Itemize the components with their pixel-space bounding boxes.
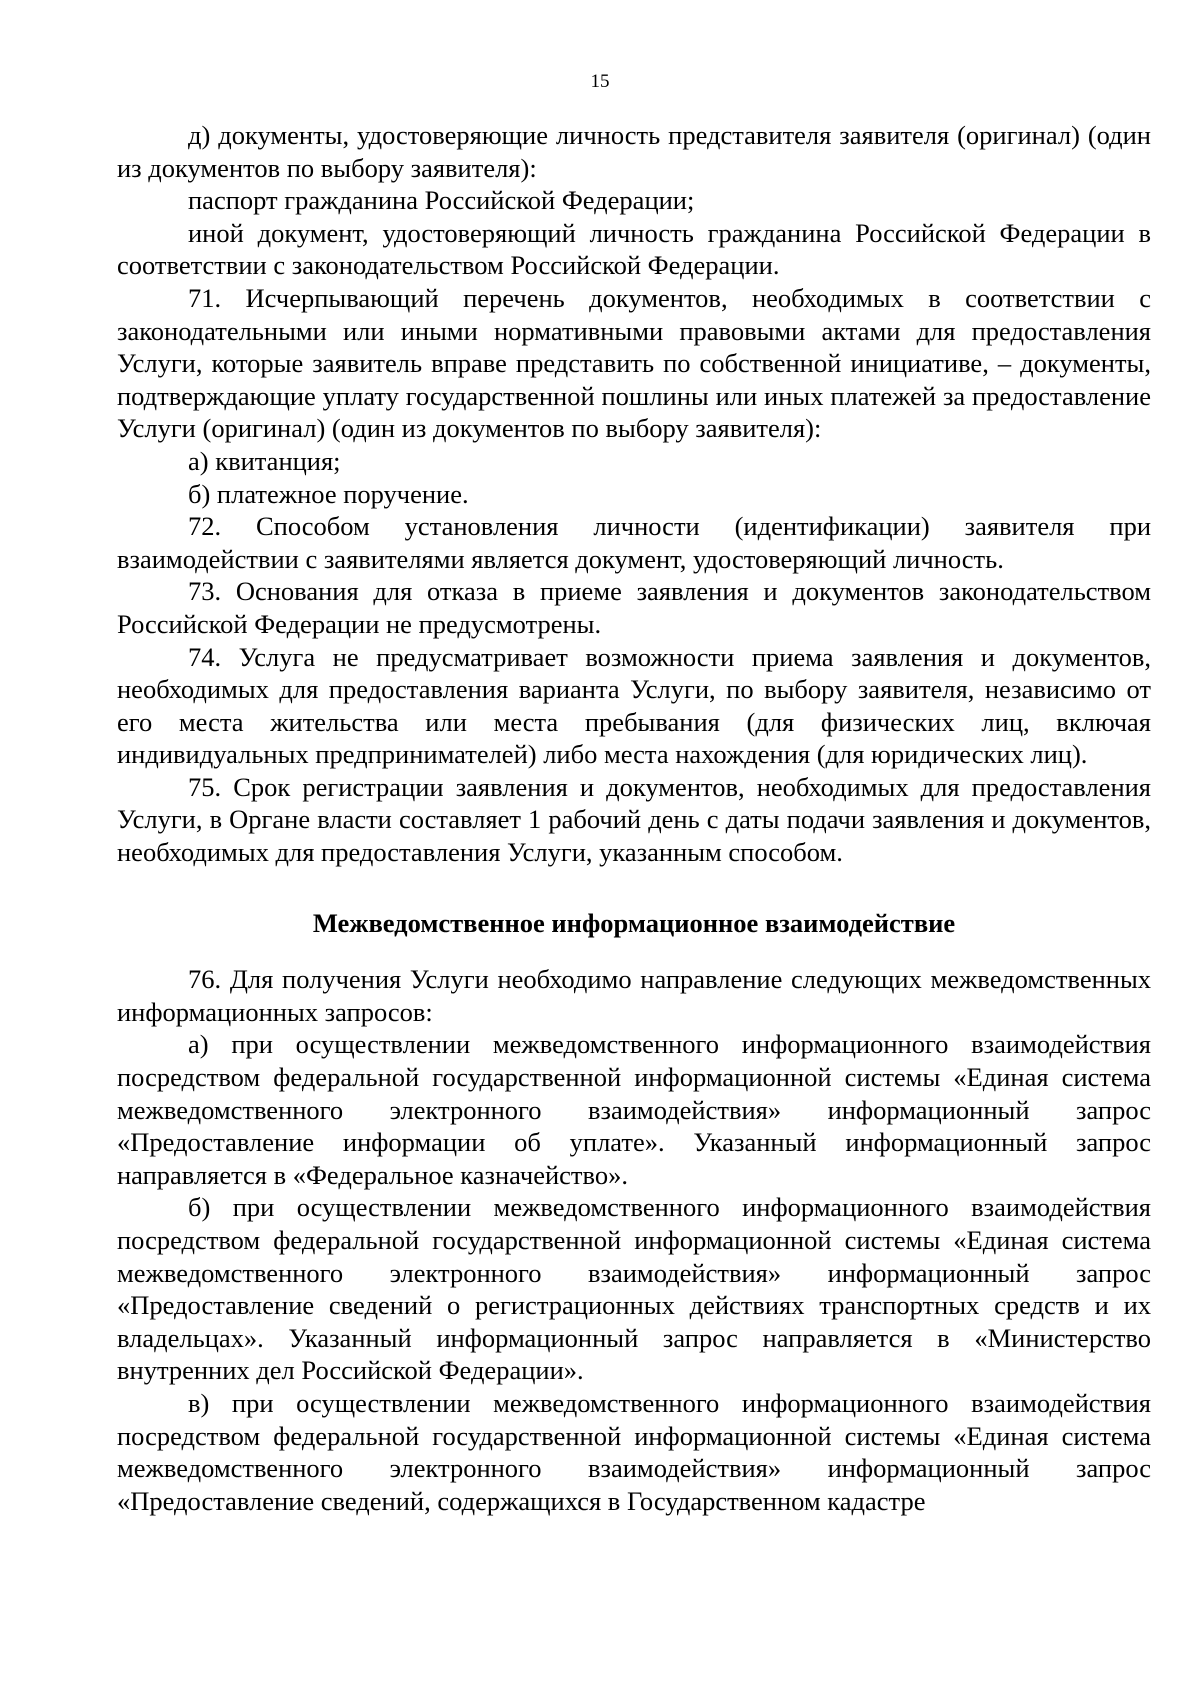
paragraph-d-representative-documents: д) документы, удостоверяющие личность представителя заявителя (оригинал) (один из документов по выбору заявителя):: [117, 120, 1151, 183]
paragraph-a-receipt: а) квитанция;: [188, 445, 341, 476]
paragraph-75: 75. Срок регистрации заявления и документов, необходимых для предоставления Услуги, в Органе власти составляет 1 рабочий день с даты подачи заявления и документов, необходимых для предоставления Услуги, указанным способом.: [117, 771, 1151, 868]
paragraph-b-payment-order: б) платежное поручение.: [188, 478, 469, 509]
paragraph-76: 76. Для получения Услуги необходимо направление следующих межведомственных информационных запросов:: [117, 964, 1151, 1027]
section-heading: Межведомственное информационное взаимодействие: [312, 907, 956, 938]
document-body: [117, 119, 1151, 1517]
paragraph-passport: паспорт гражданина Российской Федерации;: [188, 185, 695, 216]
page-number: 15: [590, 71, 610, 92]
paragraph-72: 72. Способом установления личности (идентификации) заявителя при взаимодействии с заявителями является документ, удостоверяющий личность.: [117, 511, 1151, 574]
paragraph-76-v: в) при осуществлении межведомственного информационного взаимодействия посредством федеральной государственной информационной системы «Единая система межведомственного электронного взаимодействия» информационный запрос «Предоставление сведений, содержащихся в Государственном кадастре: [117, 1387, 1151, 1516]
paragraph-71: 71. Исчерпывающий перечень документов, необходимых в соответствии с законодательными или иными нормативными правовыми актами для предоставления Услуги, которые заявитель вправе представить по собственной инициативе, – документы, подтверждающие уплату государственной пошлины или иных платежей за предоставление Услуги (оригинал) (один из документов по выбору заявителя):: [117, 282, 1151, 444]
paragraph-76-b: б) при осуществлении межведомственного информационного взаимодействия посредством федеральной государственной информационной системы «Единая система межведомственного электронного взаимодействия» информационный запрос «Предоставление сведений о регистрационных действиях транспортных средств и их владельцах». Указанный информационный запрос направляется в «Министерство внутренних дел Российской Федерации».: [117, 1192, 1151, 1386]
paragraph-73: 73. Основания для отказа в приеме заявления и документов законодательством Российской Федерации не предусмотрены.: [117, 576, 1151, 639]
paragraph-74: 74. Услуга не предусматривает возможности приема заявления и документов, необходимых для предоставления варианта Услуги, по выбору заявителя, независимо от его места жительства или места пребывания (для физических лиц, включая индивидуальных предпринимателей) либо места нахождения (для юридических лиц).: [117, 641, 1151, 770]
paragraph-76-a: а) при осуществлении межведомственного информационного взаимодействия посредством федеральной государственной информационной системы «Единая система межведомственного электронного взаимодействия» информационный запрос «Предоставление информации об уплате». Указанный информационный запрос направляется в «Федеральное казначейство».: [117, 1029, 1151, 1190]
paragraph-other-document: иной документ, удостоверяющий личность гражданина Российской Федерации в соответствии с законодательством Российской Федерации.: [117, 217, 1151, 281]
